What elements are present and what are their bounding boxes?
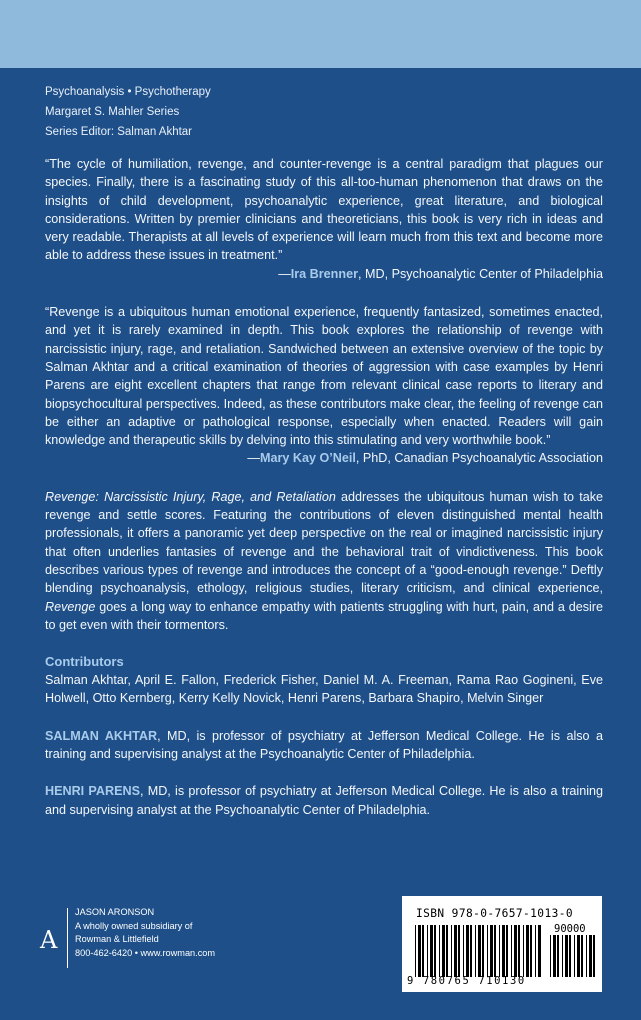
book-short-title: Revenge — [45, 599, 96, 614]
endorser-affiliation: , PhD, Canadian Psychoanalytic Association — [355, 451, 603, 466]
barcode-bar — [530, 925, 532, 977]
book-description — [45, 488, 603, 634]
publisher-subsidiary: A wholly owned subsidiary of — [75, 920, 193, 931]
endorsement-quote: “The cycle of humiliation, revenge, and counter-revenge is a central paradigm that plagues our species. Finally, there is a fascinating study of this all-too-human phenomenon that draws on the insights of child development, psychoanalytic experience, great literature, and biological considerations. Written by premier clinicians and theoreticians, this book is very rich in ideas and very readable. Therapists at all levels of experience will learn much from this text and become more able to address these issues in treatment.” — [45, 157, 603, 263]
author-bio-text: , MD, is professor of psychiatry at Jefferson Medical College. He is also a training and supervising analyst at the Psychoanalytic Center of Philadelphia. — [45, 784, 604, 817]
endorser-name: Mary Kay O’Neil — [259, 451, 356, 466]
barcode — [402, 896, 602, 992]
author-bio — [45, 727, 603, 764]
barcode-bar — [454, 925, 457, 977]
barcode-bar — [511, 925, 512, 977]
attribution-dash: — — [247, 451, 260, 466]
barcode-bar — [518, 925, 520, 977]
publisher-logo: A — [40, 926, 58, 954]
publisher-info — [75, 906, 215, 960]
publisher-parent: Rowman & Littlefield — [75, 934, 159, 944]
series-name: Margaret S. Mahler Series — [45, 106, 180, 118]
barcode-bar — [569, 935, 571, 977]
barcode-bar — [487, 925, 488, 977]
barcode-bar — [458, 925, 460, 977]
description-text-end: goes a long way to enhance empathy with patients struggling with hurt, pain, and a desire to get even with their tormentors. — [45, 599, 603, 632]
barcode-bar — [463, 925, 464, 977]
contributors-heading: Contributors — [45, 654, 124, 670]
barcode-bar — [577, 935, 580, 977]
author-bio — [45, 782, 603, 819]
barcode-bar — [442, 925, 445, 977]
barcode-bar — [470, 925, 472, 977]
barcode-bar — [499, 925, 500, 977]
barcode-bar — [494, 925, 496, 977]
barcode-bar — [557, 935, 559, 977]
publisher-block — [40, 906, 260, 968]
isbn-text: ISBN 978-0-7657-1013-0 — [416, 907, 573, 920]
barcode-bar — [562, 935, 563, 977]
book-title: Revenge: Narcissistic Injury, Rage, and Retaliation — [45, 489, 336, 504]
barcode-bar — [427, 925, 428, 977]
back-cover-text — [45, 82, 603, 819]
barcode-bar — [466, 925, 469, 977]
endorsement-attribution — [45, 265, 603, 283]
barcode-bar — [538, 925, 541, 977]
publisher-divider — [67, 908, 68, 968]
publisher-name: JASON ARONSON — [75, 907, 155, 917]
barcode-bar — [446, 925, 448, 977]
price-code: 90000 — [554, 923, 586, 935]
barcode-bar — [586, 935, 587, 977]
endorsement-quote: “Revenge is a ubiquitous human emotional experience, frequently fantasized, sometimes enacted, and yet it is rarely examined in depth. This book explores the relationship of revenge with narcissistic injury, rage, and retaliation. Sandwiched between an extensive overview of the topic by Salman Akhtar and a critical examination of theories of aggression with case examples by Henri Parens are eight excellent chapters that range from relevant clinical case reports to literary and biopsychocultural perspectives. Indeed, as these contributors make clear, the feeling of revenge can be either an adaptive or pathological response, especially when enacted. Readers will gain knowledge and therapeutic skills by delving into this stimulating and very worthwhile book.” — [45, 305, 603, 448]
author-name: HENRI PARENS — [45, 784, 140, 799]
contributors-list: Salman Akhtar, April E. Fallon, Frederick Fisher, Daniel M. A. Freeman, Rama Rao Gogineni, Eve Holwell, Otto Kernberg, Kerry Kelly Novick, Henri Parens, Barbara Shapiro, Melvin Singer — [45, 673, 603, 706]
endorser-name: Ira Brenner — [290, 266, 358, 281]
barcode-bars — [415, 925, 541, 977]
barcode-bar — [475, 925, 476, 977]
author-bio-text: , MD, is professor of psychiatry at Jefferson Medical College. He is also a training and supervising analyst at the Psychoanalytic Center of Philadelphia. — [45, 728, 603, 762]
barcode-bar — [589, 935, 592, 977]
description-text: addresses the ubiquitous human wish to take revenge and settle scores. Featuring the contributions of eleven distinguished mental health professionals, it offers a panoramic yet deep perspective on the real or imagined narcissistic injury that often underlies fantasies of revenge and the behavioral trait of vindictiveness. This book describes various types of revenge and introduces the concept of a “good-enough revenge.” Deftly blending psychoanalysis, ethology, religious studies, literary criticism, and clinical experience, — [45, 489, 603, 596]
barcode-bar — [550, 935, 551, 977]
barcode-addon-bars — [550, 935, 596, 977]
top-color-band — [0, 0, 641, 68]
barcode-bar — [514, 925, 517, 977]
barcode-bar — [430, 925, 433, 977]
barcode-digits: 9 780765 710130 — [407, 975, 526, 987]
barcode-bar — [502, 925, 505, 977]
barcode-bar — [482, 925, 484, 977]
series-category: Psychoanalysis • Psychotherapy — [45, 86, 211, 98]
barcode-bar — [478, 925, 481, 977]
barcode-bar — [422, 925, 424, 977]
barcode-bar — [451, 925, 452, 977]
barcode-bar — [565, 935, 568, 977]
barcode-bar — [415, 925, 416, 977]
attribution-dash: — — [278, 266, 291, 281]
barcode-bar — [581, 935, 583, 977]
barcode-bar — [506, 925, 508, 977]
barcode-bar — [535, 925, 536, 977]
barcode-bar — [434, 925, 436, 977]
barcode-bar — [523, 925, 524, 977]
barcode-bar — [418, 925, 421, 977]
barcode-bar — [553, 935, 556, 977]
series-editor: Series Editor: Salman Akhtar — [45, 126, 193, 138]
barcode-bar — [574, 935, 575, 977]
endorsement-attribution — [45, 449, 603, 467]
barcode-bar — [439, 925, 440, 977]
publisher-contact: 800-462-6420 • www.rowman.com — [75, 947, 216, 958]
barcode-bar — [526, 925, 529, 977]
author-name: SALMAN AKHTAR — [45, 728, 158, 743]
barcode-bar — [593, 935, 595, 977]
barcode-bar — [490, 925, 493, 977]
endorser-affiliation: , MD, Psychoanalytic Center of Philadelphia — [357, 266, 603, 281]
